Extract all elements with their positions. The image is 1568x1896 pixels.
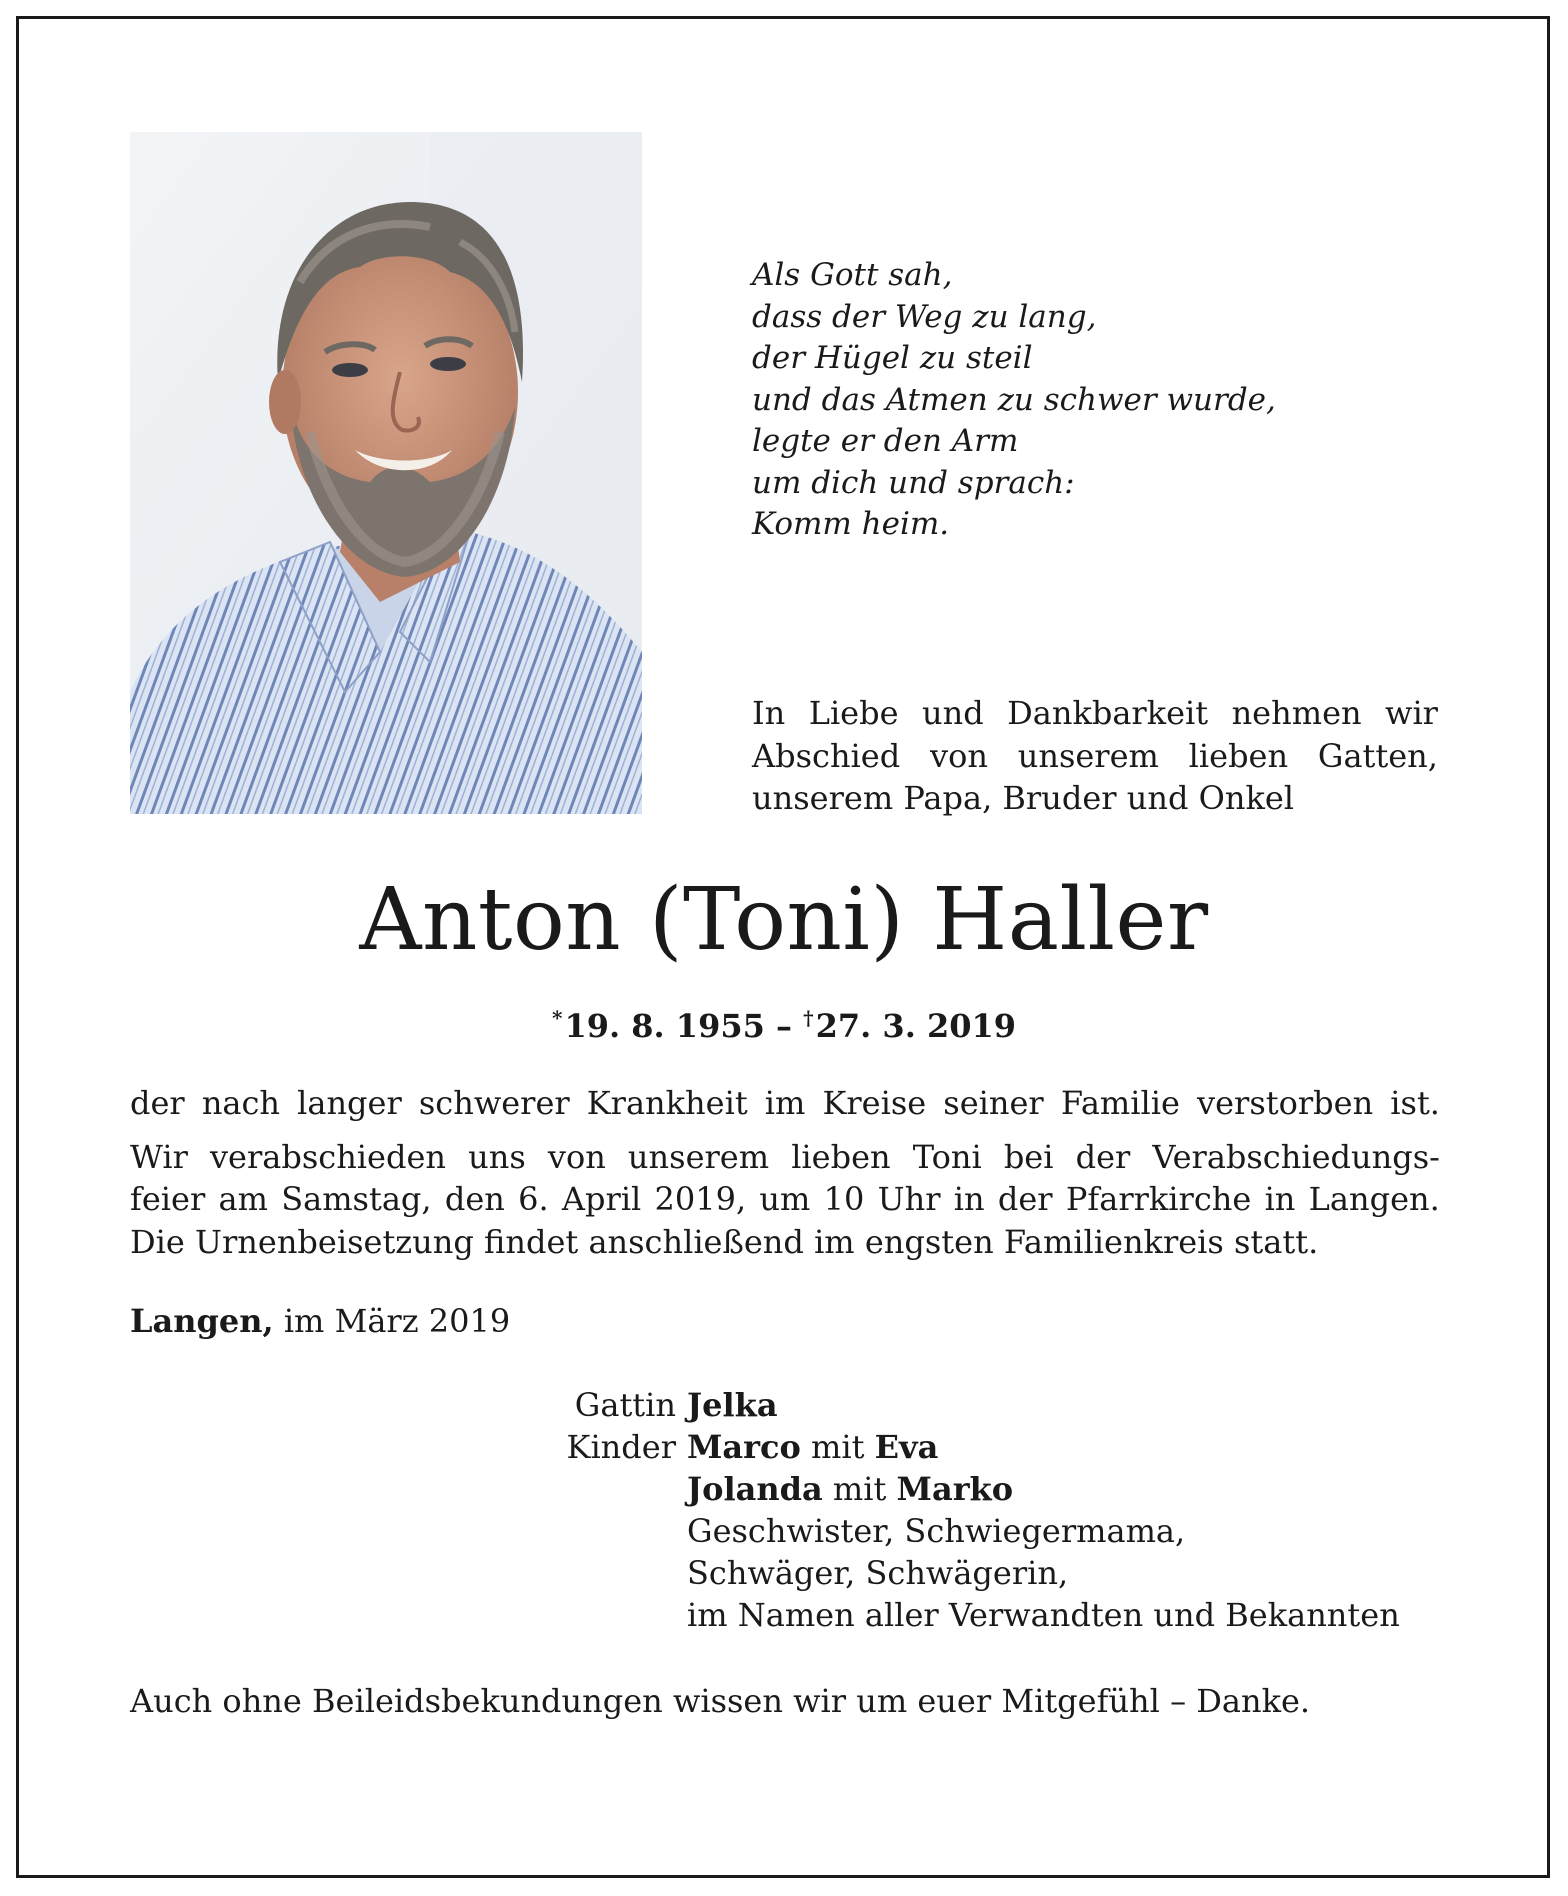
word: der <box>997 1180 1053 1218</box>
word: in <box>1264 1180 1296 1218</box>
word: 10 <box>823 1180 865 1218</box>
word: Uhr <box>877 1180 941 1218</box>
family-row-children <box>540 1426 1400 1468</box>
family-row-children-2 <box>540 1468 1400 1510</box>
family-list <box>540 1384 1400 1636</box>
birth-date: 19. 8. 1955 <box>564 1007 765 1045</box>
family-value <box>687 1384 778 1426</box>
word: am <box>218 1180 268 1218</box>
intro-word: unserem <box>1017 736 1159 775</box>
family-row-others <box>540 1594 1400 1636</box>
word: im <box>764 1084 806 1122</box>
family-label-empty <box>540 1594 687 1636</box>
family-value: im Namen aller Verwandten und Bekannten <box>687 1596 1400 1634</box>
word: verabschieden <box>209 1137 446 1176</box>
announcement-line <box>130 1136 1440 1179</box>
intro-word: unserem Papa, Bruder und Onkel <box>752 779 1294 817</box>
family-value: Schwäger, Schwägerin, <box>687 1554 1069 1592</box>
birth-symbol: * <box>551 1006 563 1030</box>
word: Pfarrkirche <box>1065 1180 1252 1218</box>
place-name: Langen, <box>130 1302 274 1340</box>
family-label-empty <box>540 1552 687 1594</box>
word: der <box>1075 1137 1131 1176</box>
intro-word: und <box>921 694 984 732</box>
family-label-empty <box>540 1510 687 1552</box>
word: uns <box>468 1137 526 1176</box>
family-label: Kinder <box>566 1428 676 1466</box>
intro-line <box>752 777 1438 820</box>
connector: mit <box>811 1428 865 1466</box>
word: feier <box>130 1180 206 1218</box>
intro-word: Abschied <box>752 736 901 775</box>
word: Krankheit <box>586 1084 748 1122</box>
spouse-name: Jelka <box>687 1386 778 1424</box>
poem-line: und das Atmen zu schwer wurde, <box>752 381 1276 418</box>
intro-word: von <box>929 736 988 775</box>
intro-word: In <box>752 694 786 732</box>
announcement-line: Die Urnenbeisetzung findet anschließend im engsten Familienkreis statt. <box>130 1222 1319 1261</box>
family-label: Gattin <box>574 1386 676 1424</box>
death-symbol: † <box>803 1006 814 1030</box>
intro-line <box>752 735 1438 778</box>
word: schwerer <box>418 1084 570 1122</box>
word: 2019, <box>654 1180 747 1218</box>
announcement-line <box>130 1082 1440 1125</box>
place-date <box>130 1300 510 1342</box>
death-date: 27. 3. 2019 <box>815 1007 1017 1045</box>
family-row-others <box>540 1552 1400 1594</box>
family-value <box>687 1468 1013 1510</box>
word: Langen. <box>1308 1180 1440 1218</box>
intro-text <box>752 692 1438 820</box>
poem-line: um dich und sprach: <box>752 464 1075 501</box>
word: Toni <box>912 1137 982 1176</box>
family-value: Geschwister, Schwiegermama, <box>687 1512 1186 1550</box>
word: bei <box>1003 1137 1054 1176</box>
poem-line: der Hügel zu steil <box>752 340 1033 376</box>
word: den <box>444 1180 505 1218</box>
word: unserem <box>627 1137 770 1176</box>
intro-word: Gatten, <box>1317 736 1438 775</box>
child-name: Marco <box>687 1428 801 1466</box>
word: 6. <box>518 1180 549 1218</box>
connector: mit <box>832 1470 887 1508</box>
word: Verabschiedungs- <box>1152 1137 1440 1176</box>
date-text: im März 2019 <box>283 1302 511 1340</box>
word: langer <box>297 1084 402 1122</box>
word: der <box>130 1084 185 1122</box>
family-row-others <box>540 1510 1400 1552</box>
intro-word: nehmen <box>1231 694 1362 732</box>
family-row-spouse <box>540 1384 1400 1426</box>
word: verstorben <box>1197 1084 1374 1122</box>
word: nach <box>201 1084 281 1122</box>
date-separator: – <box>776 1007 792 1045</box>
word: Samstag, <box>281 1180 432 1218</box>
intro-word: Dankbarkeit <box>1007 694 1209 732</box>
deceased-name: Anton (Toni) Haller <box>359 870 1209 970</box>
poem-line: Als Gott sah, <box>752 257 953 293</box>
partner-name: Eva <box>874 1428 939 1466</box>
intro-word: Liebe <box>808 694 899 732</box>
word: Familie <box>1060 1084 1180 1122</box>
poem-line: legte er den Arm <box>752 423 1019 459</box>
poem-line: Komm heim. <box>752 506 950 542</box>
family-label-empty <box>540 1468 687 1510</box>
word: in <box>953 1180 985 1218</box>
memorial-poem <box>752 255 1276 546</box>
partner-name: Marko <box>896 1470 1014 1508</box>
word: April <box>561 1180 642 1218</box>
word: von <box>547 1137 606 1176</box>
closing-line: Auch ohne Beileidsbekundungen wissen wir um euer Mitgefühl – Danke. <box>130 1682 1311 1720</box>
word: seiner <box>943 1084 1044 1122</box>
life-dates <box>0 998 1568 1046</box>
word: Kreise <box>822 1084 927 1122</box>
portrait-photo <box>130 132 642 814</box>
intro-word: lieben <box>1188 736 1289 775</box>
word: lieben <box>791 1137 891 1176</box>
announcement-line <box>130 1178 1440 1221</box>
word: ist. <box>1390 1084 1440 1122</box>
word: um <box>759 1180 811 1218</box>
family-value <box>687 1426 938 1468</box>
intro-line <box>752 692 1438 735</box>
child-name: Jolanda <box>687 1470 823 1508</box>
announcement-text <box>130 1082 1440 1263</box>
word: Wir <box>130 1137 188 1176</box>
poem-line: dass der Weg zu lang, <box>752 298 1097 335</box>
intro-word: wir <box>1385 694 1438 732</box>
